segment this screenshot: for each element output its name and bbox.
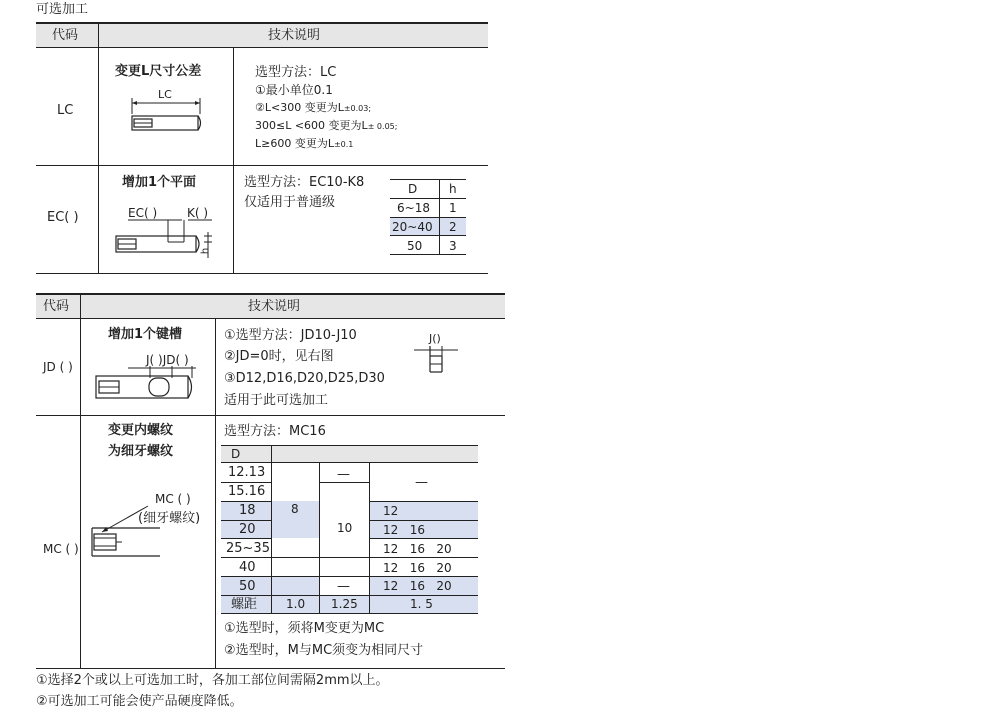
lc-note-3: 300≤L <600 变更为L± 0.05; (255, 119, 398, 132)
mc-d-list: 12 16 20 (383, 579, 452, 593)
mc-pitch-value: 1.0 (286, 597, 306, 611)
lc-name: 变更L尺寸公差 (115, 64, 202, 79)
mc-name-2: 为细牙螺纹 (108, 444, 174, 459)
lc-shaft-figure (130, 98, 206, 138)
ec-dim-ec: EC( ) (128, 206, 158, 220)
col-desc-header: 技术说明 (248, 299, 301, 314)
mc-note-1: ①选型时，须将M变更为MC (224, 621, 385, 636)
mc-pitch-label: 螺距 (231, 597, 258, 612)
ec-row-d: 50 (407, 239, 423, 253)
lc-note-2: ②L<300 变更为L±0.03; (255, 101, 372, 114)
mc-dash: — (337, 467, 350, 482)
col-code-header: 代码 (43, 299, 70, 314)
jd-note-2: ②JD=0时，见右图 (224, 349, 334, 364)
mc-d-list: 12 16 (383, 523, 425, 537)
ec-select-method: 选型方法：EC10-K8 (244, 175, 365, 190)
lc-note-4: L≥600 变更为L±0.1 (255, 137, 354, 150)
col-desc-header: 技术说明 (268, 28, 321, 43)
ec-col-d: D (408, 182, 418, 196)
jd-note-4: 适用于此可选加工 (224, 393, 329, 408)
ec-code: EC( ) (47, 210, 79, 225)
mc-d-list: 12 16 20 (383, 561, 452, 575)
mc-dash: — (288, 569, 301, 584)
mc-note-2: ②选型时，M与MC须变为相同尺寸 (224, 643, 424, 658)
mc-fig-label-2: (细牙螺纹) (138, 511, 201, 526)
jd-dim-label: J( )JD( ) (146, 353, 189, 367)
lc-code: LC (57, 103, 74, 118)
footer-note-1: ①选择2个或以上可选加工时，各加工部位间需隔2mm以上。 (36, 673, 389, 688)
mc-d-value: 50 (239, 579, 256, 594)
table-1-header (36, 23, 488, 47)
jd-note-1: ①选型方法：JD10-J10 (224, 328, 357, 343)
ec-row-h: 2 (449, 220, 457, 234)
mc-d-value: 40 (239, 560, 256, 575)
ec-shaft-figure (112, 220, 222, 266)
jd-name: 增加1个键槽 (108, 327, 183, 342)
mc-code: MC ( ) (43, 542, 79, 556)
mc-fig-label-1: MC ( ) (155, 492, 191, 506)
mc-pitch-10: 10 (337, 521, 353, 535)
ec-row-h: 3 (449, 239, 457, 253)
jd-note-3: ③D12,D16,D20,D25,D30 (224, 371, 385, 386)
ec-row-h: 1 (449, 201, 457, 215)
mc-d-list: 12 16 20 (383, 542, 452, 556)
mc-pitch-value: 1.25 (331, 597, 358, 611)
mc-d-value: 15.16 (228, 484, 266, 499)
jd-shaft-figure (92, 366, 202, 402)
jd-fig-label: J() (429, 332, 441, 345)
mc-d-value: 20 (239, 522, 256, 537)
mc-shaft-figure (90, 498, 210, 562)
ec-name: 增加1个平面 (122, 175, 197, 190)
mc-d-value: 18 (239, 503, 256, 518)
footer-note-2: ②可选加工可能会使产品硬度降低。 (36, 694, 243, 709)
ec-dim-h: h (200, 247, 212, 255)
lc-select-method: 选型方法：LC (255, 65, 337, 80)
mc-select-method: 选型方法：MC16 (224, 424, 326, 439)
mc-d-list: 12 (383, 504, 399, 518)
mc-name-1: 变更内螺纹 (108, 423, 174, 438)
ec-col-h: h (449, 182, 457, 196)
lc-note-1: ①最小单位0.1 (255, 83, 333, 97)
ec-row-d: 20~40 (392, 220, 433, 234)
mc-d-value: 25~35 (226, 541, 270, 556)
mc-dash: — (337, 579, 350, 594)
ec-row-d: 6~18 (397, 201, 430, 215)
col-code-header: 代码 (52, 28, 79, 43)
lc-dim-label: LC (158, 88, 172, 101)
ec-note: 仅适用于普通级 (244, 195, 336, 210)
mc-col-d: D (231, 447, 241, 461)
mc-pitch-8: 8 (291, 502, 299, 516)
mc-dash: — (415, 475, 428, 490)
jd-code: JD ( ) (43, 360, 73, 374)
mc-d-value: 12.13 (228, 465, 266, 480)
ec-dim-k: K( ) (187, 206, 209, 220)
jd-end-figure (414, 344, 460, 374)
section-title: 可选加工 (36, 2, 89, 17)
mc-pitch-value: 1. 5 (410, 597, 433, 611)
